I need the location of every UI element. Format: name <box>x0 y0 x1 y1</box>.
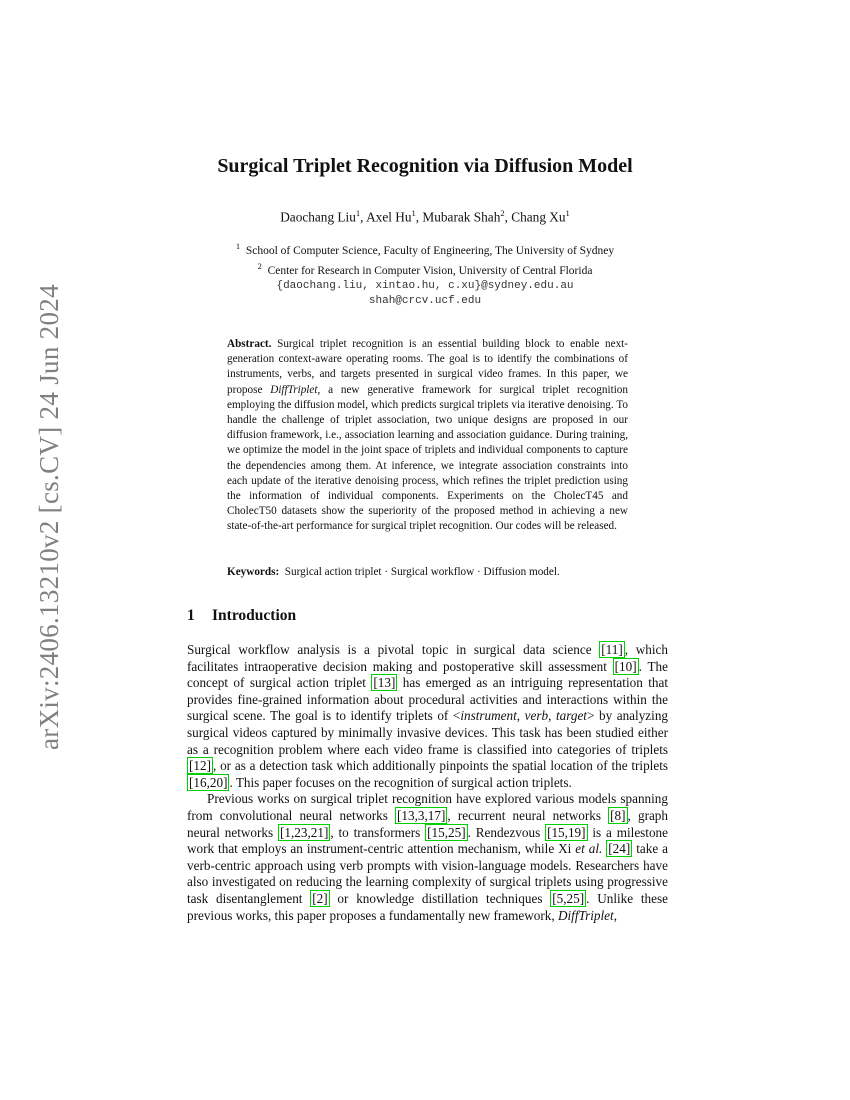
text-run: is a milestone work that employs an instrument-centric attention mechanism, while Xi <box>187 824 669 857</box>
citation-link[interactable]: [15,19] <box>547 824 586 840</box>
citation-link[interactable]: [10] <box>614 658 637 674</box>
text-run: > by analyzing surgical videos captured by minimally invasive devices. This task has been studied either as a recognition problem where each video frame is classified into categories of triplets <box>187 708 669 757</box>
author-name: Mubarak Shah <box>422 209 501 225</box>
abstract <box>227 337 628 535</box>
citation-link[interactable]: [13] <box>373 675 396 691</box>
citation-link[interactable]: [2] <box>312 890 328 906</box>
abstract-text: Surgical triplet recognition is an essential building block to enable next-generation context-aware operating rooms. The goal is to identify the combinations of instruments, verbs, and targets presented in surgical video frames. In this paper, we propose <box>227 338 629 396</box>
paragraph <box>187 791 668 924</box>
author-affil-mark: 2 <box>500 208 505 218</box>
text-run: . Unlike these previous works, this paper proposes a fundamentally new framework, <box>187 890 668 923</box>
paragraph <box>187 642 668 791</box>
paper-title: Surgical Triplet Recognition via Diffusion Model <box>217 155 633 177</box>
italic-term: verb <box>524 708 549 724</box>
email-line: {daochang.liu, xintao.hu, c.xu}@sydney.edu.au <box>276 279 574 292</box>
affiliation-line <box>0 259 850 279</box>
abstract-text: , a new generative framework for surgical triplet recognition employing the diffusion model, which predicts surgical triplets via iterative denoising. To handle the challenge of triplet association, two unique designs are proposed in our diffusion framework, i.e., association learning and association guidance. During training, we optimize the model in the joint space of triplets and individual components to capture the dependencies among them. At inference, we integrate association constraints into each update of the iterative denoising process, which refines the triplet prediction using the information of individual components. Experiments on the CholecT45 and CholecT50 datasets show the superiority of the proposed method in achieving a new state-of-the-art performance for surgical triplet recognition. Our codes will be released. <box>227 383 628 533</box>
arxiv-stamp <box>20 284 64 760</box>
section-number: 1 <box>187 607 195 624</box>
citation-link[interactable]: [1,23,21] <box>280 824 329 840</box>
author-name: Daochang Liu <box>280 209 356 225</box>
author-affil-mark: 1 <box>565 208 570 218</box>
affiliation-mark: 1 <box>235 241 241 251</box>
italic-term: et al. <box>575 841 603 857</box>
affiliation-mark: 2 <box>257 260 262 271</box>
citation-link[interactable]: [15,25] <box>427 824 466 840</box>
citation-link[interactable]: [13,3,17] <box>397 807 446 823</box>
text-run: , recurrent neural networks <box>447 807 609 823</box>
citation-link[interactable]: [5,25] <box>552 890 585 906</box>
author-name: Chang Xu <box>511 209 566 225</box>
section-heading <box>187 607 296 625</box>
text-run: Previous works on surgical triplet recognition have explored various models spanning from convolutional neural networks <box>187 791 668 823</box>
email-line: shah@crcv.ucf.edu <box>368 294 482 307</box>
keywords <box>227 566 628 578</box>
keywords-label: Keywords: <box>227 566 280 578</box>
text-run: . This paper focuses on the recognition of surgical action triplets. <box>229 774 572 790</box>
text-run: , <box>516 708 525 724</box>
affiliations <box>0 239 850 309</box>
italic-term: target <box>555 708 587 724</box>
citation-link[interactable]: [8] <box>610 807 626 823</box>
body-text <box>187 642 668 924</box>
affiliation-text: School of Computer Science, Faculty of Engineering, The University of Sydney <box>245 244 615 257</box>
section-title: Introduction <box>212 607 297 624</box>
affiliation-text: Center for Research in Computer Vision, University of Central Florida <box>267 264 593 277</box>
italic-term: instrument <box>460 708 517 724</box>
text-run: Surgical workflow analysis is a pivotal topic in surgical data science <box>187 642 600 657</box>
text-run: . The concept of surgical action triplet <box>187 658 668 691</box>
text-run: , or as a detection task which additionally pinpoints the spatial location of the triplets <box>212 758 668 774</box>
author-list: Daochang Liu$^1$, Axel Hu$^1$, Mubarak Shah$^2$, Chang Xu$^1$ <box>280 208 570 225</box>
citation-link[interactable]: [24] <box>608 841 631 857</box>
text-run: or knowledge distillation techniques <box>329 890 551 906</box>
method-name: DiffTriplet <box>270 383 318 396</box>
author-affil-mark: 1 <box>411 208 416 218</box>
italic-term: DiffTriplet <box>557 907 614 923</box>
text-run: , <box>548 708 556 724</box>
keywords-text: Surgical action triplet · Surgical workflow · Diffusion model. <box>284 566 560 578</box>
arxiv-identifier: arXiv:2406.13210v2 [cs.CV] 24 Jun 2024 <box>34 284 64 750</box>
text-run: , <box>613 907 617 923</box>
text-run: . Rendezvous <box>467 824 546 840</box>
citation-link[interactable]: [12] <box>189 758 211 774</box>
abstract-label: Abstract. <box>227 338 272 350</box>
citation-link[interactable]: [16,20] <box>189 774 228 790</box>
text-run: , graph neural networks <box>187 807 668 840</box>
text-run: , which facilitates intraoperative decision making and postoperative skill assessment <box>187 642 668 674</box>
text-run: , to transformers <box>330 824 426 840</box>
citation-link[interactable]: [11] <box>601 642 623 657</box>
author-affil-mark: 1 <box>355 208 361 218</box>
text-run: take a verb-centric approach using verb prompts with vision-language models. Researchers have also investigated on reducing the learning complexity of surgical triplets using progressive task disentanglement <box>187 841 668 906</box>
text-run: has emerged as an intriguing representation that provides fine-grained information about procedural activities and interactions within the surgical scene. The goal is to identify triplets of < <box>187 675 668 724</box>
author-name: Axel Hu <box>366 209 412 225</box>
affiliation-line <box>0 239 850 259</box>
